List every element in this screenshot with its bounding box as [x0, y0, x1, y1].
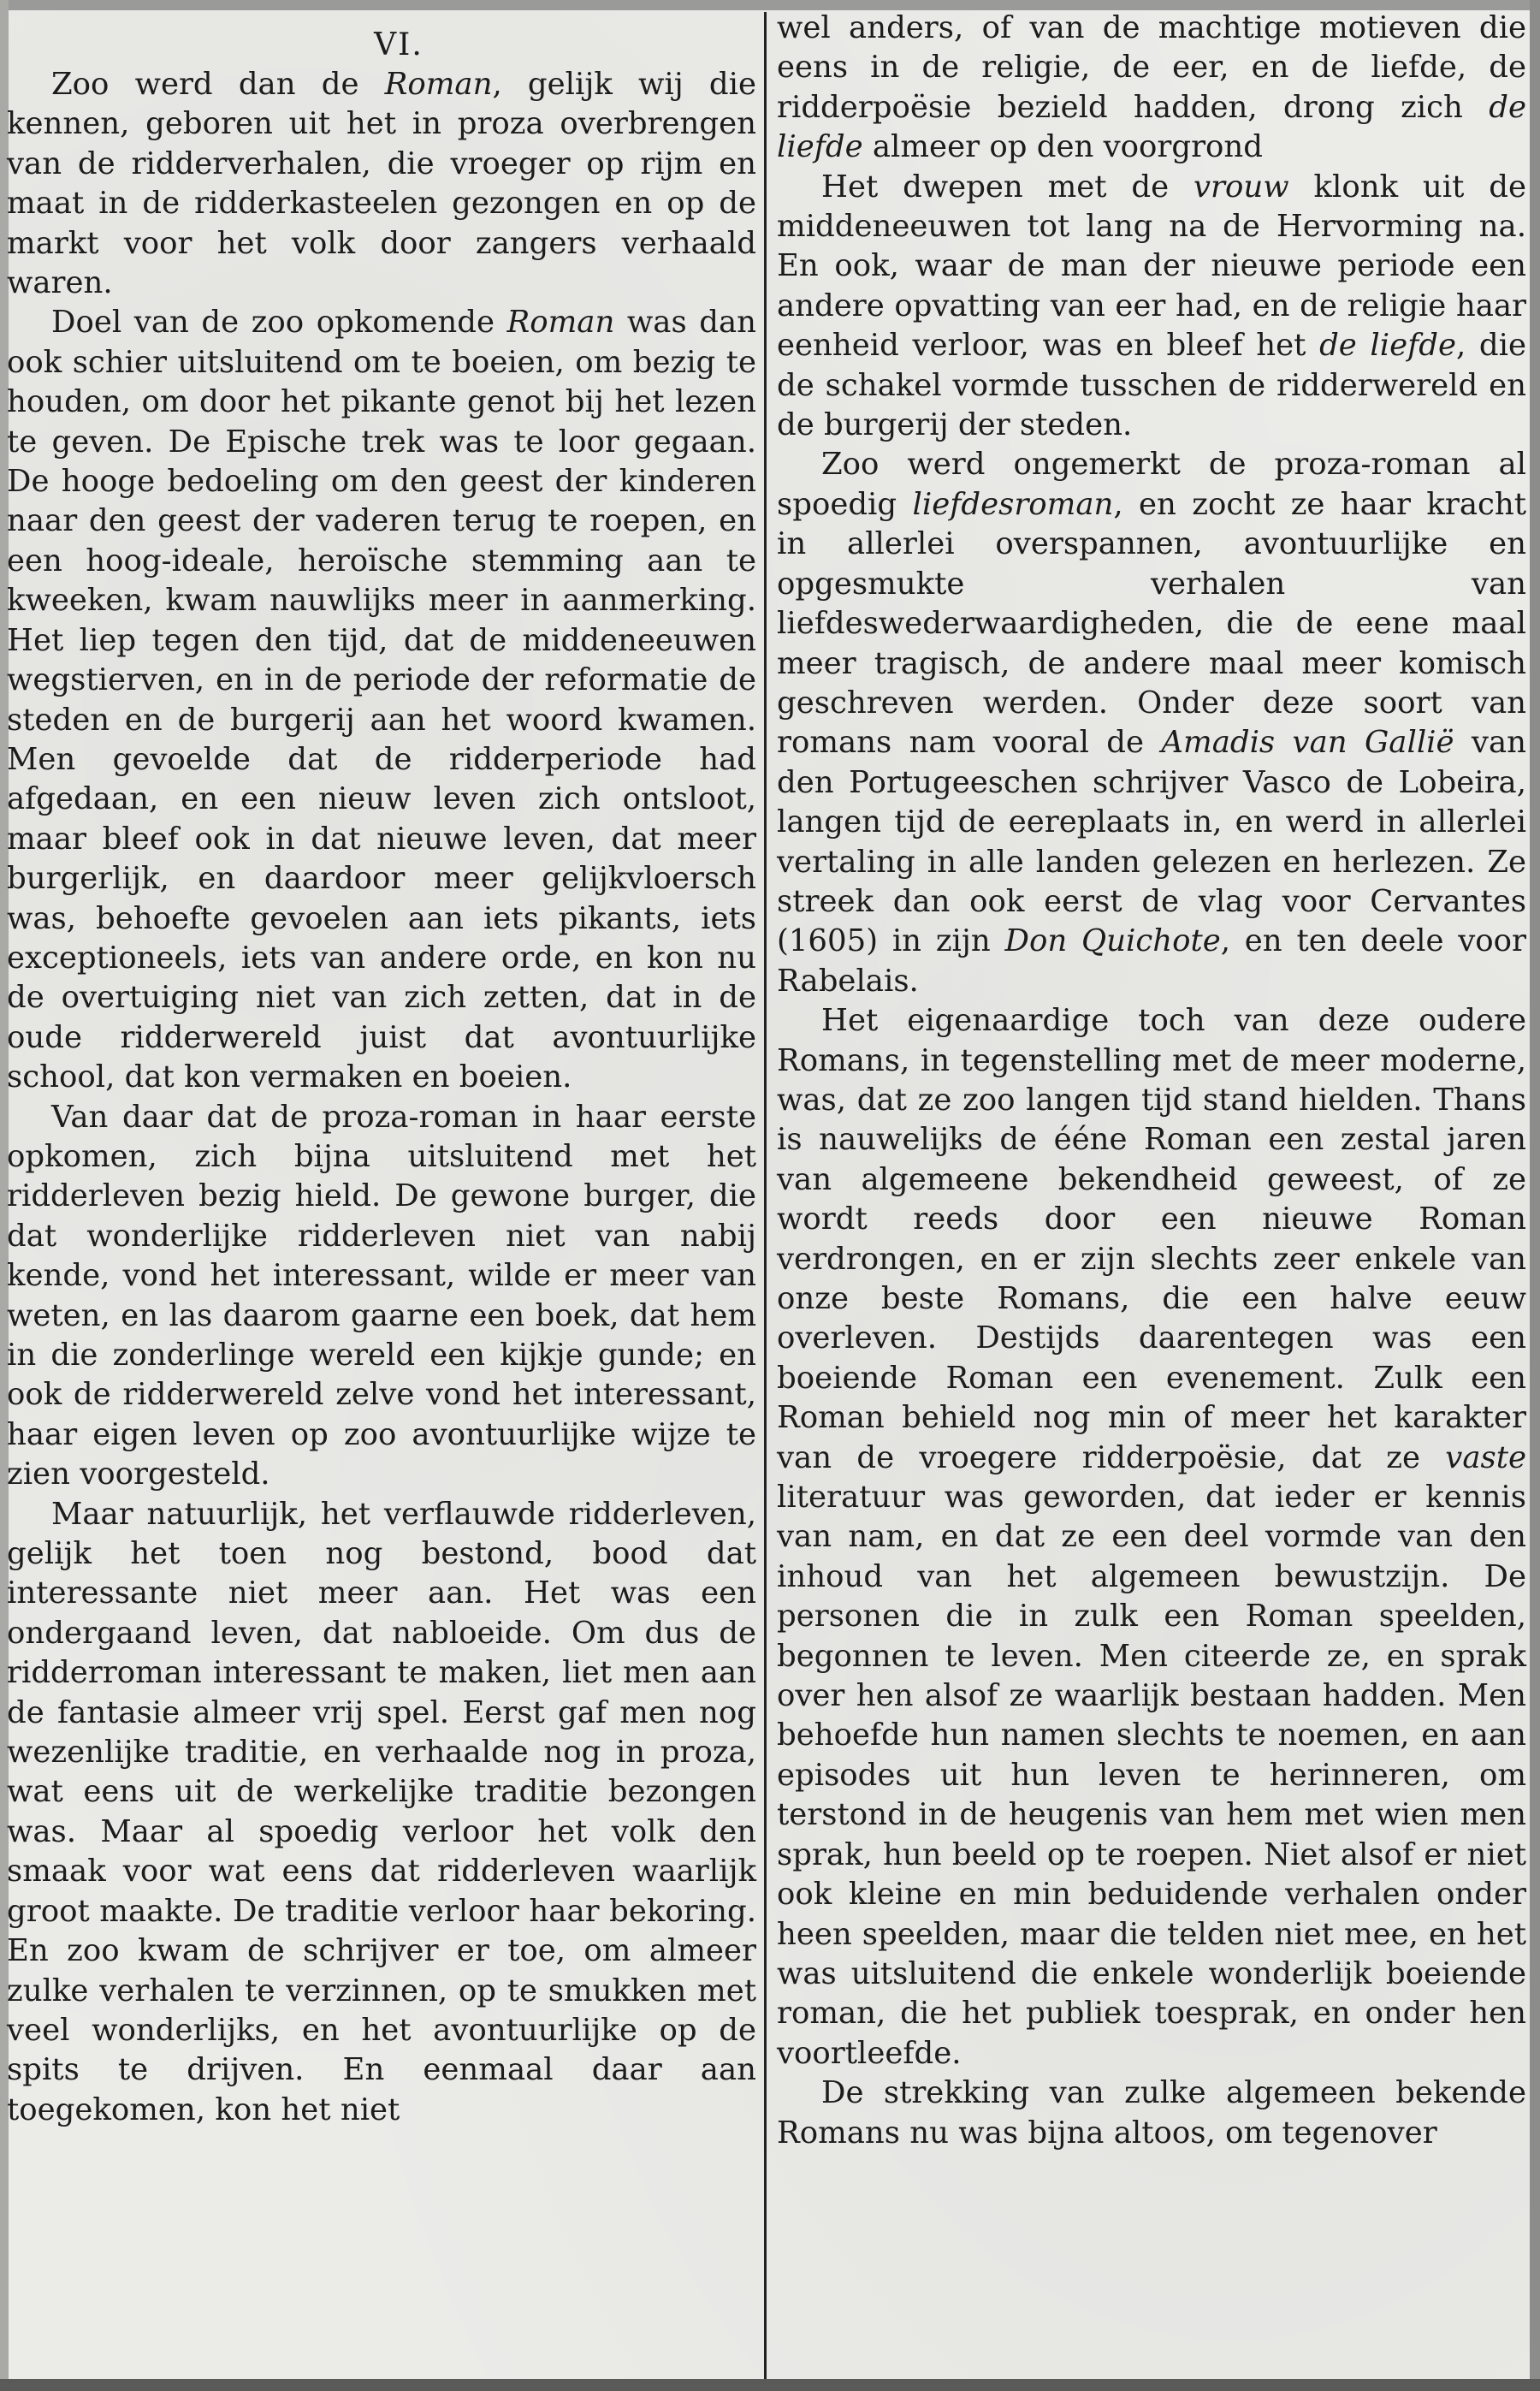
italic-text: Amadis van Gallië	[1161, 725, 1454, 761]
italic-text: Roman	[506, 305, 615, 341]
text-run: De strekking van zulke algemeen bekende Romans nu was bijna altoos, om tegenover	[777, 2075, 1526, 2151]
text-run: Het dwepen met de	[821, 169, 1194, 205]
column-divider	[764, 12, 767, 2379]
text-run: was dan ook schier uitsluitend om te boeien, om bezig te houden, om door het pikante genot bij het lezen te geven. De Epische trek was te loor gegaan. De hooge bedoeling om den geest der kinderen naar den geest der vaderen terug te roepen, en een hoog-ideale, heroïsche stemming aan te kweeken, kwam nauwlijks meer in aanmerking. Het liep tegen den tijd, dat de middeneeuwen wegstierven, en in de periode der reformatie de steden en de burgerij aan het woord kwamen. Men gevoelde dat de ridderperiode had afgedaan, en een nieuw leven zich ontsloot, maar bleef ook in dat nieuwe leven, dat meer burgerlijk, en daardoor meer gelijkvloersch was, behoefte gevoelen aan iets pikants, iets exceptioneels, iets van andere orde, en kon nu de overtuiging niet van zich zetten, dat in de oude ridderwereld juist dat avontuurlijke school, dat kon vermaken en boeien.	[7, 305, 756, 1095]
italic-text: de liefde	[1319, 328, 1457, 364]
paragraph	[777, 168, 1526, 446]
text-run: , en ten deele voor Rabelais.	[777, 923, 1527, 999]
italic-text: Don Quichote	[1004, 923, 1221, 959]
text-run: , en zocht ze haar kracht in allerlei overspannen, avontuurlijke en opgesmukte verhalen van liefdeswederwaardigheden, die de eene maal meer tragisch, de andere maal meer komisch geschreven werden. Onder deze soort van romans nam vooral de	[777, 486, 1527, 761]
paragraph	[777, 445, 1526, 1001]
text-run: van den Portugeeschen schrijver Vasco de Lobeira, langen tijd de eereplaats in, en werd in allerlei vertaling in alle landen gelezen en herlezen. Ze streek dan ook eerst de vlag voor Cervantes (1605) in zijn	[777, 725, 1526, 959]
paragraph	[7, 303, 756, 1097]
paragraph	[7, 65, 756, 303]
text-run: Maar natuurlijk, het verflauwde ridderleven, gelijk het toen nog bestond, bood dat interessante niet meer aan. Het was een ondergaand leven, dat nabloeide. Om dus de ridderroman interessant te maken, liet men aan de fantasie almeer vrij spel. Eerst gaf men nog wezenlijke traditie, en verhaalde nog in proza, wat eens uit de werkelijke traditie bezongen was. Maar al spoedig verloor het volk den smaak voor wat eens dat ridderleven waarlijk groot maakte. De traditie verloor haar bekoring. En zoo kwam de schrijver er toe, om almeer zulke verhalen te verzinnen, op te smukken met veel wonderlijks, en het avontuurlijke op de spits te drijven. En eenmaal daar aan toegekomen, kon het niet	[7, 1496, 756, 2127]
text-run: wel anders, of van de machtige motieven die eens in de religie, de eer, en de liefde, de ridderpoësie bezield hadden, drong zich	[777, 10, 1526, 125]
paper-edge-bottom	[0, 2379, 1540, 2391]
text-run: Doel van de zoo opkomende	[51, 305, 507, 341]
italic-text: liefdesroman	[912, 486, 1114, 522]
italic-text: vaste	[1445, 1439, 1526, 1475]
paragraph	[777, 9, 1526, 168]
right-column	[777, 9, 1526, 2153]
text-run: , gelijk wij die kennen, geboren uit het in proza overbrengen van de ridderverhalen, die vroeger op rijm en maat in de ridderkasteelen gezongen en op de markt voor het volk door zangers verhaald waren.	[7, 67, 756, 301]
text-run: Van daar dat de proza-roman in haar eerste opkomen, zich bijna uitsluitend met het ridderleven bezig hield. De gewone burger, die dat wonderlijke ridderleven niet van nabij kende, vond het interessant, wilde er meer van weten, en las daarom gaarne een boek, dat hem in die zonderlinge wereld een kijkje gunde; en ook de ridderwereld zelve vond het interessant, haar eigen leven op zoo avontuurlijke wijze te zien voorgesteld.	[7, 1099, 756, 1492]
left-column-body	[7, 65, 756, 2130]
text-run: Het eigenaardige toch van deze oudere Romans, in tegenstelling met de meer moderne, was, dat ze zoo langen tijd stand hielden. Thans is nauwelijks de ééne Roman een zestal jaren van algemeene bekendheid geweest, of ze wordt reeds door een nieuwe Roman verdrongen, en er zijn slechts zeer enkele van onze beste Romans, die een halve eeuw overleven. Destijds daarentegen was een boeiende Roman een evenement. Zulk een Roman behield nog min of meer het karakter van de vroegere ridderpoësie, dat ze	[777, 1003, 1526, 1475]
italic-text: de liefde	[777, 89, 1526, 165]
paper-edge-right	[1530, 0, 1540, 2391]
text-run: literatuur was geworden, dat ieder er kennis van nam, en dat ze een deel vormde van den inhoud van het algemeen bewustzijn. De personen die in zulk een Roman speelden, begonnen te leven. Men citeerde ze, en sprak over hen alsof ze waarlijk bestaan hadden. Men behoefde hun namen slechts te noemen, en aan episodes uit hun leven te herinneren, om terstond in de heugenis van hem met wien men sprak, hun beeld op te roepen. Niet alsof er niet ook kleine en min beduidende verhalen onder heen speelden, maar die telden niet mee, en het was uitsluitend die enkele wonderlijk boeiende roman, die het publiek toesprak, en onder hen voortleefde.	[777, 1480, 1526, 2071]
paragraph	[7, 1098, 756, 1495]
italic-text: Roman	[384, 67, 493, 102]
italic-text: vrouw	[1193, 169, 1289, 205]
paragraph	[777, 1001, 1526, 2074]
paragraph	[7, 1495, 756, 2131]
text-run: klonk uit de middeneeuwen tot lang na de Hervorming na. En ook, waar de man der nieuwe periode een andere opvatting van eer had, en de religie haar eenheid verloor, was en bleef het	[777, 169, 1526, 364]
text-run: , die de schakel vormde tusschen de ridderwereld en de burgerij der steden.	[777, 328, 1527, 443]
left-column	[7, 26, 756, 2130]
section-heading: VI.	[374, 27, 424, 62]
text-run: Zoo werd ongemerkt de proza-roman al spoedig	[777, 447, 1526, 522]
text-run: almeer op den voorgrond	[862, 129, 1264, 165]
right-column-body	[777, 9, 1526, 2153]
paragraph	[777, 2074, 1526, 2153]
text-run: Zoo werd dan de	[51, 67, 385, 102]
